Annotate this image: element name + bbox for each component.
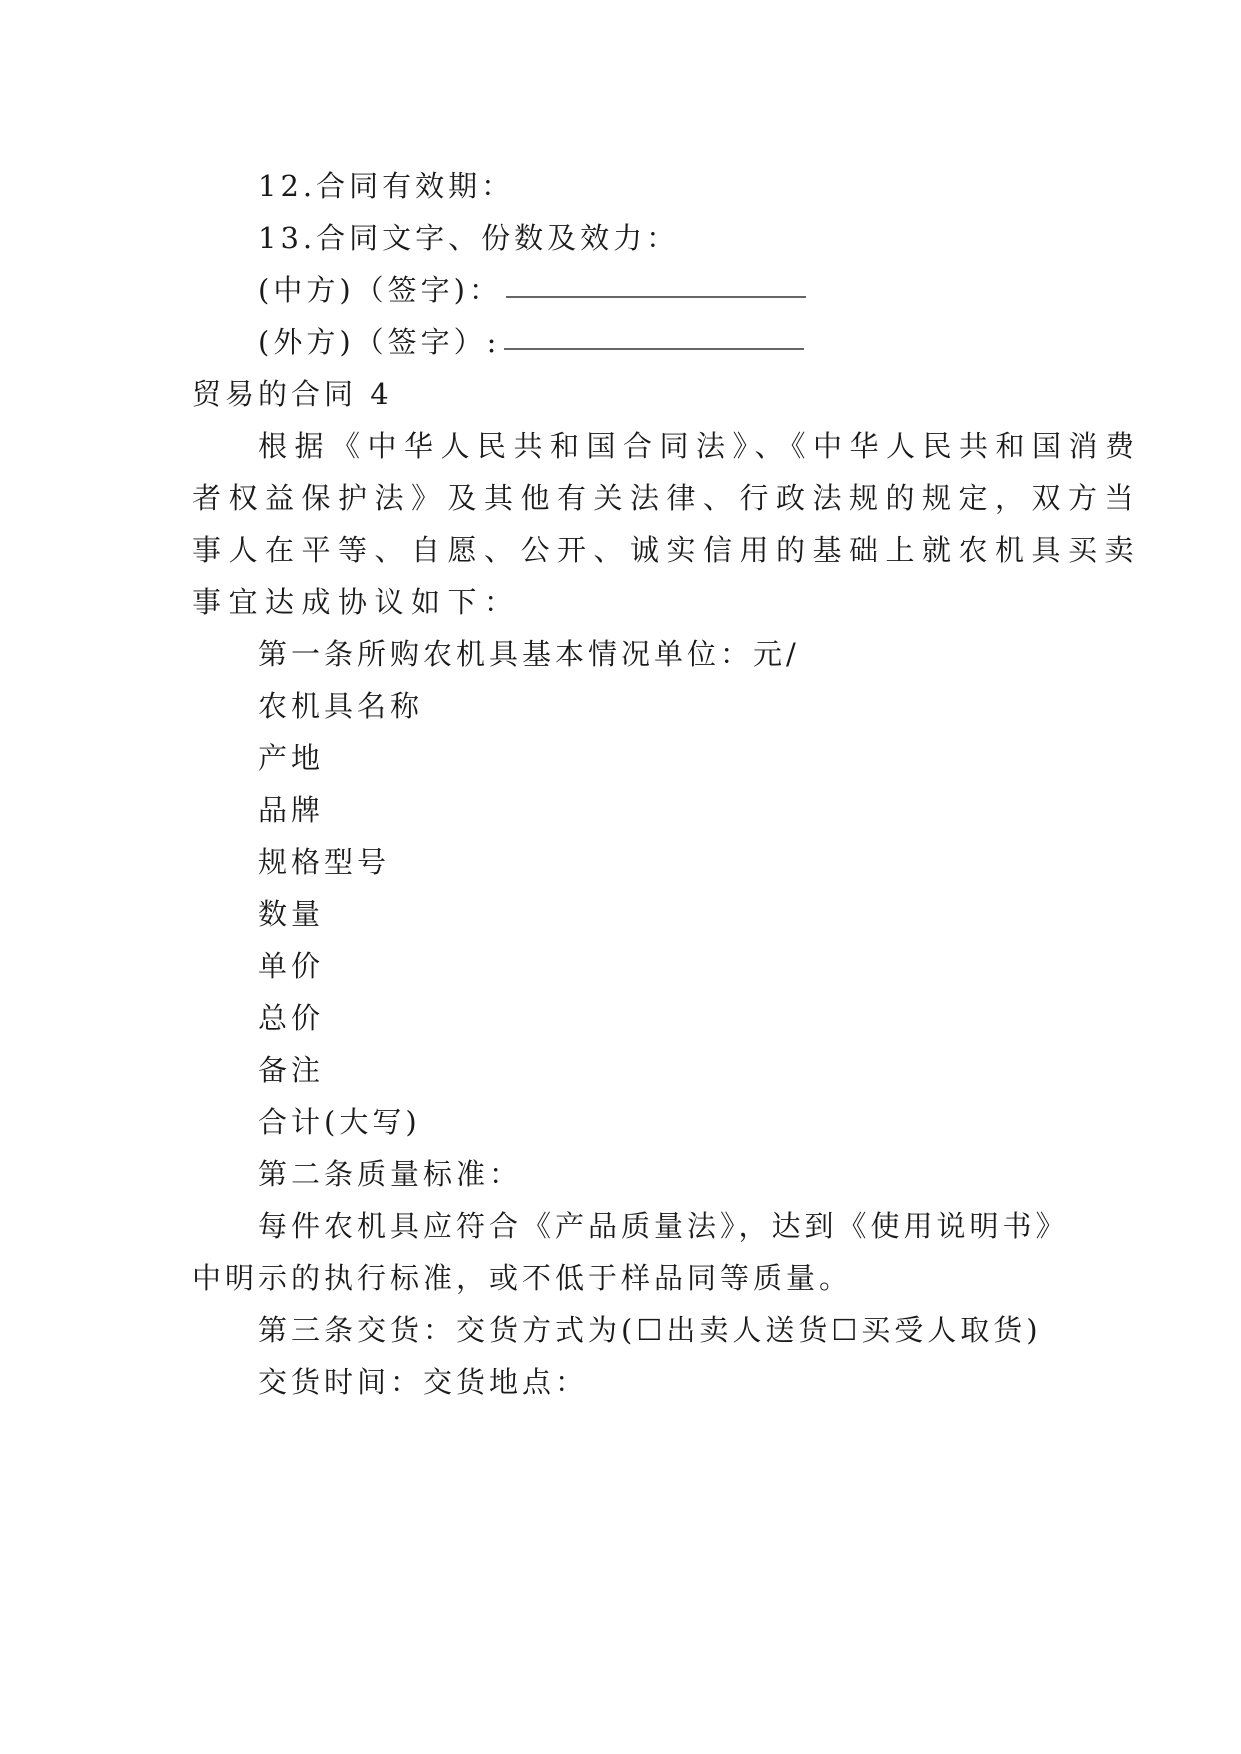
field-model: 规格型号 xyxy=(258,845,391,879)
article-3-delivery-method: 第三条交货：交货方式为(☐出卖人送货☐买受人取货) xyxy=(258,1313,1042,1347)
field-unit-price: 单价 xyxy=(258,949,325,983)
clause-13-text-copies: 13.合同文字、份数及效力： xyxy=(258,221,680,255)
article-2-title: 第二条质量标准： xyxy=(258,1157,523,1191)
field-machine-name: 农机具名称 xyxy=(258,689,424,723)
article-1-title: 第一条所购农机具基本情况单位：元/ xyxy=(258,637,800,671)
article-2-body-line: 中明示的执行标准，或不低于样品同等质量。 xyxy=(192,1261,853,1295)
field-total-price: 总价 xyxy=(258,1001,325,1035)
field-remarks: 备注 xyxy=(258,1053,325,1087)
signature-foreign-label: (外方)（签字）: xyxy=(258,325,501,359)
signature-china-label: (中方)（签字)： xyxy=(258,273,502,307)
section-heading: 贸易的合同 4 xyxy=(192,377,393,411)
field-origin: 产地 xyxy=(258,741,325,775)
signature-foreign-blank xyxy=(504,348,804,350)
signature-china-blank xyxy=(506,296,806,298)
field-total-in-words: 合计(大写) xyxy=(258,1105,421,1139)
field-quantity: 数量 xyxy=(258,897,325,931)
field-brand: 品牌 xyxy=(258,793,325,827)
article-2-body-line: 每件农机具应符合《产品质量法》，达到《使用说明书》 xyxy=(258,1209,1069,1243)
intro-paragraph-line: 者权益保护法》及其他有关法律、行政法规的规定，双方当 xyxy=(192,481,1142,515)
delivery-time-place: 交货时间：交货地点： xyxy=(258,1365,589,1399)
signature-foreign-party xyxy=(258,322,804,362)
intro-paragraph-line: 根据《中华人民共和国合同法》、《中华人民共和国消费 xyxy=(258,429,1142,463)
signature-china-party xyxy=(258,270,806,310)
intro-paragraph-line: 事宜达成协议如下： xyxy=(192,585,521,619)
clause-12-validity: 12.合同有效期： xyxy=(258,169,515,203)
intro-paragraph-line: 事人在平等、自愿、公开、诚实信用的基础上就农机具买卖 xyxy=(192,533,1142,567)
